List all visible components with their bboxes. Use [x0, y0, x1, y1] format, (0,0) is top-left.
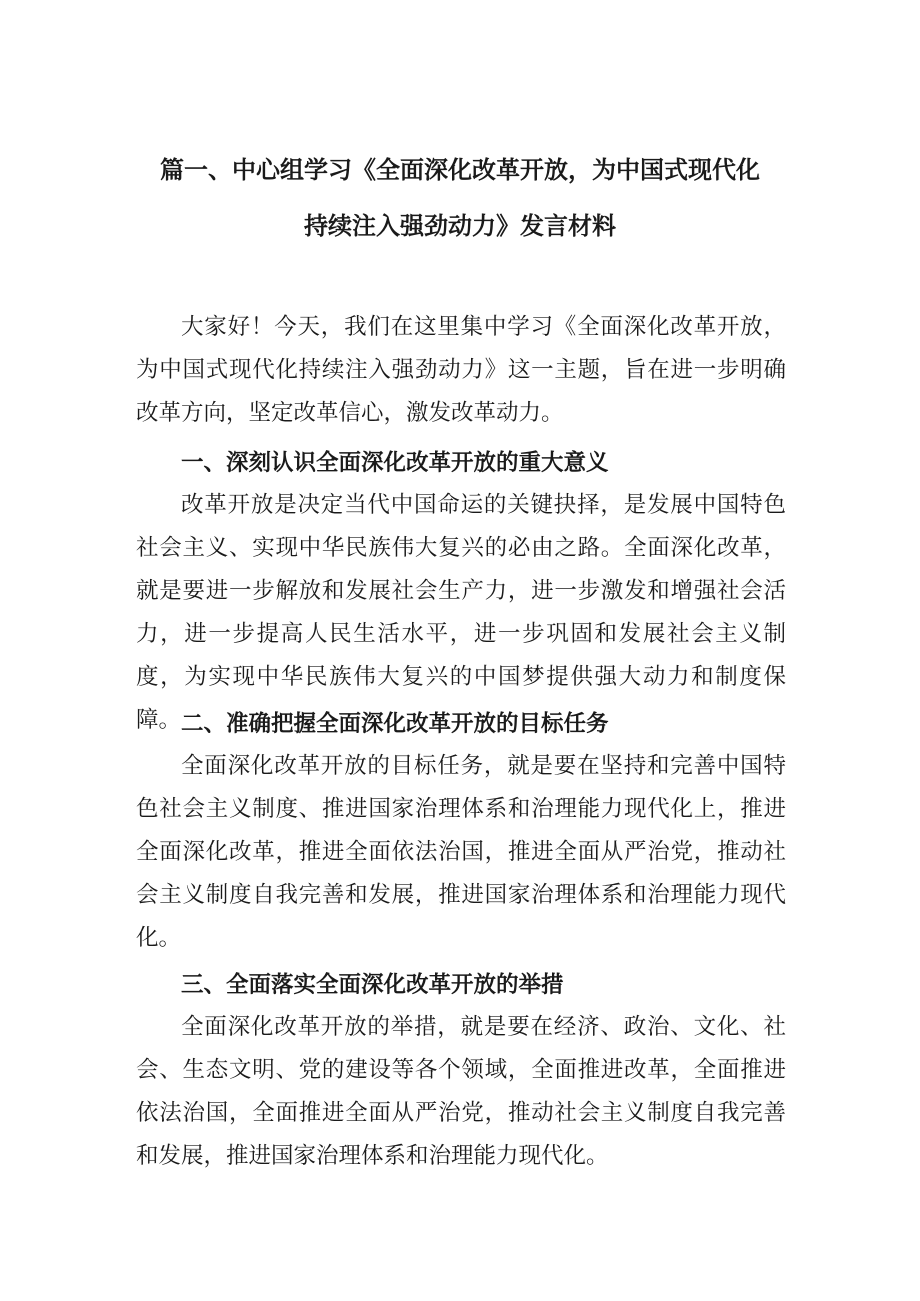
section-heading-2: 二、准确把握全面深化改革开放的目标任务 [181, 711, 609, 737]
section-body-1: 改革开放是决定当代中国命运的关键抉择，是发展中国特色社会主义、实现中华民族伟大复兴的必由之路。全面深化改革，就是要进一步解放和发展社会生产力，进一步激发和增强社会活力，进一步提高人民生活水平，进一步巩固和发展社会主义制度，为实现中华民族伟大复兴的中国梦提供强大动力和制度保障。 [136, 492, 786, 733]
section-body-3: 全面深化改革开放的举措，就是要在经济、政治、文化、社会、生态文明、党的建设等各个领域，全面推进改革，全面推进依法治国，全面推进全面从严治党，推动社会主义制度自我完善和发展，推进国家治理体系和治理能力现代化。 [136, 1014, 786, 1169]
intro-paragraph: 大家好！今天，我们在这里集中学习《全面深化改革开放，为中国式现代化持续注入强劲动力》这一主题，旨在进一步明确改革方向，坚定改革信心，激发改革动力。 [136, 314, 786, 426]
section-heading-3: 三、全面落实全面深化改革开放的举措 [181, 972, 564, 998]
document-title-line-1: 篇一、中心组学习《全面深化改革开放，为中国式现代化 [160, 156, 760, 184]
section-body-2: 全面深化改革开放的目标任务，就是要在坚持和完善中国特色社会主义制度、推进国家治理体系和治理能力现代化上，推进全面深化改革，推进全面依法治国，推进全面从严治党，推动社会主义制度自我完善和发展，推进国家治理体系和治理能力现代化。 [136, 753, 786, 951]
section-heading-1: 一、深刻认识全面深化改革开放的重大意义 [181, 450, 609, 476]
document-title-line-2: 持续注入强劲动力》发言材料 [304, 212, 616, 240]
